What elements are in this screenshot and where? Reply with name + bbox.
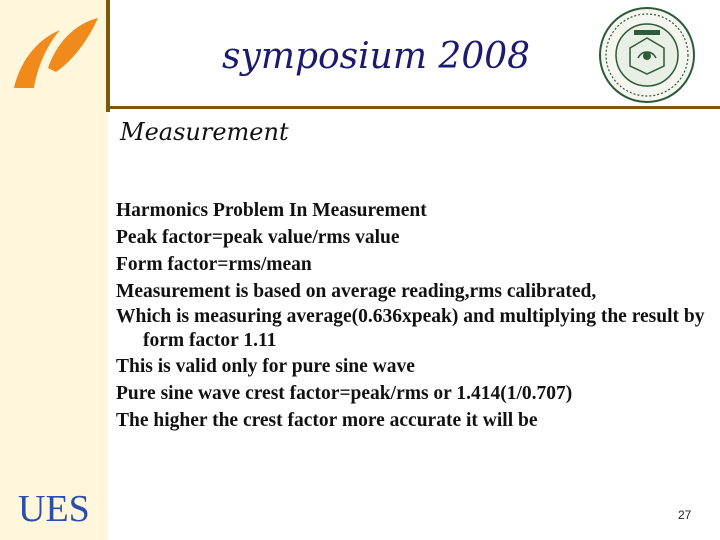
- section-subtitle: Measurement: [120, 118, 289, 146]
- page-number: 27: [678, 508, 692, 522]
- orange-swoosh-logo: [8, 14, 100, 92]
- content-line: This is valid only for pure sine wave: [116, 356, 415, 377]
- content-list: [116, 197, 714, 434]
- content-line: Harmonics Problem In Measurement: [116, 200, 427, 221]
- content-line: Measurement is based on average reading,rms calibrated,: [116, 281, 597, 302]
- content-line: Pure sine wave crest factor=peak/rms or 1.414(1/0.707): [116, 383, 573, 404]
- content-line: Peak factor=peak value/rms value: [116, 227, 400, 248]
- vertical-divider: [106, 0, 110, 112]
- content-line: Which is measuring average(0.636xpeak) and multiplying the result by form factor 1.11: [116, 306, 705, 351]
- content-line: Form factor=rms/mean: [116, 254, 312, 275]
- org-label: UES: [18, 488, 90, 530]
- horizontal-divider: [106, 106, 720, 109]
- content-line: The higher the crest factor more accurate it will be: [116, 410, 538, 431]
- institution-seal: [598, 6, 696, 104]
- page-title: symposium 2008: [222, 36, 531, 77]
